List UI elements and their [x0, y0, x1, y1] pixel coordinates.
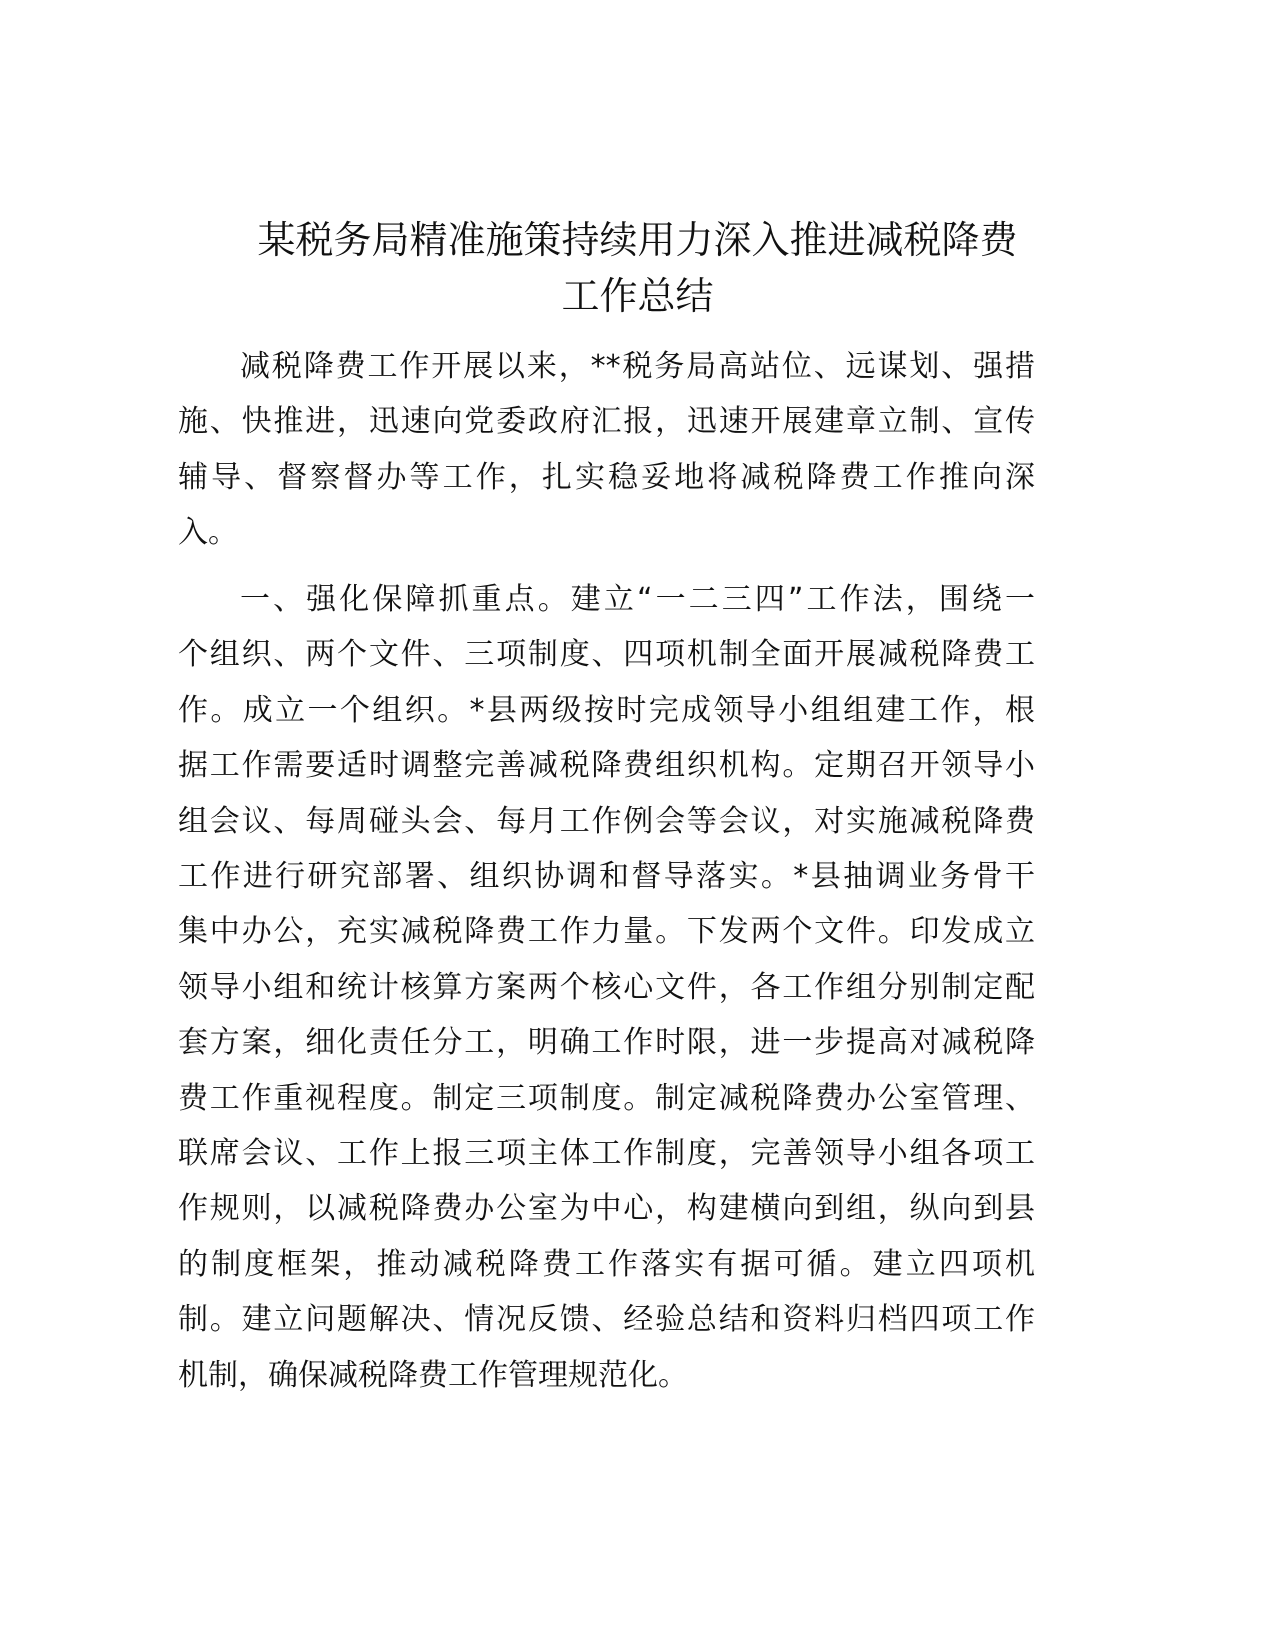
paragraph-2-line: 作。成立一个组织。*县两级按时完成领导小组组建工作，根 [178, 692, 1035, 728]
document-title-line-2: 工作总结 [561, 274, 714, 318]
paragraph-2-line: 领导小组和统计核算方案两个核心文件，各工作组分别制定配 [178, 969, 1035, 1005]
paragraph-2-line: 集中办公，充实减税降费工作力量。下发两个文件。印发成立 [178, 914, 1035, 950]
document-title-line-1: 某税务局精准施策持续用力深入推进减税降费 [257, 218, 1018, 262]
paragraph-1-line: 辅导、督察督办等工作，扎实稳妥地将减税降费工作推向深 [178, 459, 1035, 495]
paragraph-2-line: 作规则，以减税降费办公室为中心，构建横向到组，纵向到县 [178, 1191, 1035, 1227]
paragraph-2-line: 一、强化保障抓重点。建立“一二三四”工作法，围绕一 [240, 582, 1035, 617]
paragraph-1-line: 入。 [178, 515, 238, 551]
paragraph-2-line: 联席会议、工作上报三项主体工作制度，完善领导小组各项工 [178, 1136, 1035, 1171]
paragraph-2-line: 制。建立问题解决、情况反馈、经验总结和资料归档四项工作 [178, 1302, 1035, 1338]
paragraph-1-line: 施、快推进，迅速向党委政府汇报，迅速开展建章立制、宣传 [178, 404, 1035, 440]
paragraph-2-line: 工作进行研究部署、组织协调和督导落实。*县抽调业务骨干 [178, 859, 1035, 894]
paragraph-2-line: 据工作需要适时调整完善减税降费组织机构。定期召开领导小 [178, 748, 1035, 784]
paragraph-2-line: 个组织、两个文件、三项制度、四项机制全面开展减税降费工 [178, 637, 1035, 673]
paragraph-1-line: 减税降费工作开展以来，**税务局高站位、远谋划、强措 [240, 349, 1035, 384]
paragraph-2-line: 的制度框架，推动减税降费工作落实有据可循。建立四项机 [178, 1246, 1035, 1282]
paragraph-2-line: 机制，确保减税降费工作管理规范化。 [178, 1357, 688, 1393]
paragraph-2-line: 组会议、每周碰头会、每月工作例会等会议，对实施减税降费 [178, 803, 1035, 839]
paragraph-2-line: 套方案，细化责任分工，明确工作时限，进一步提高对减税降 [178, 1025, 1035, 1061]
paragraph-2-line: 费工作重视程度。制定三项制度。制定减税降费办公室管理、 [178, 1080, 1035, 1116]
